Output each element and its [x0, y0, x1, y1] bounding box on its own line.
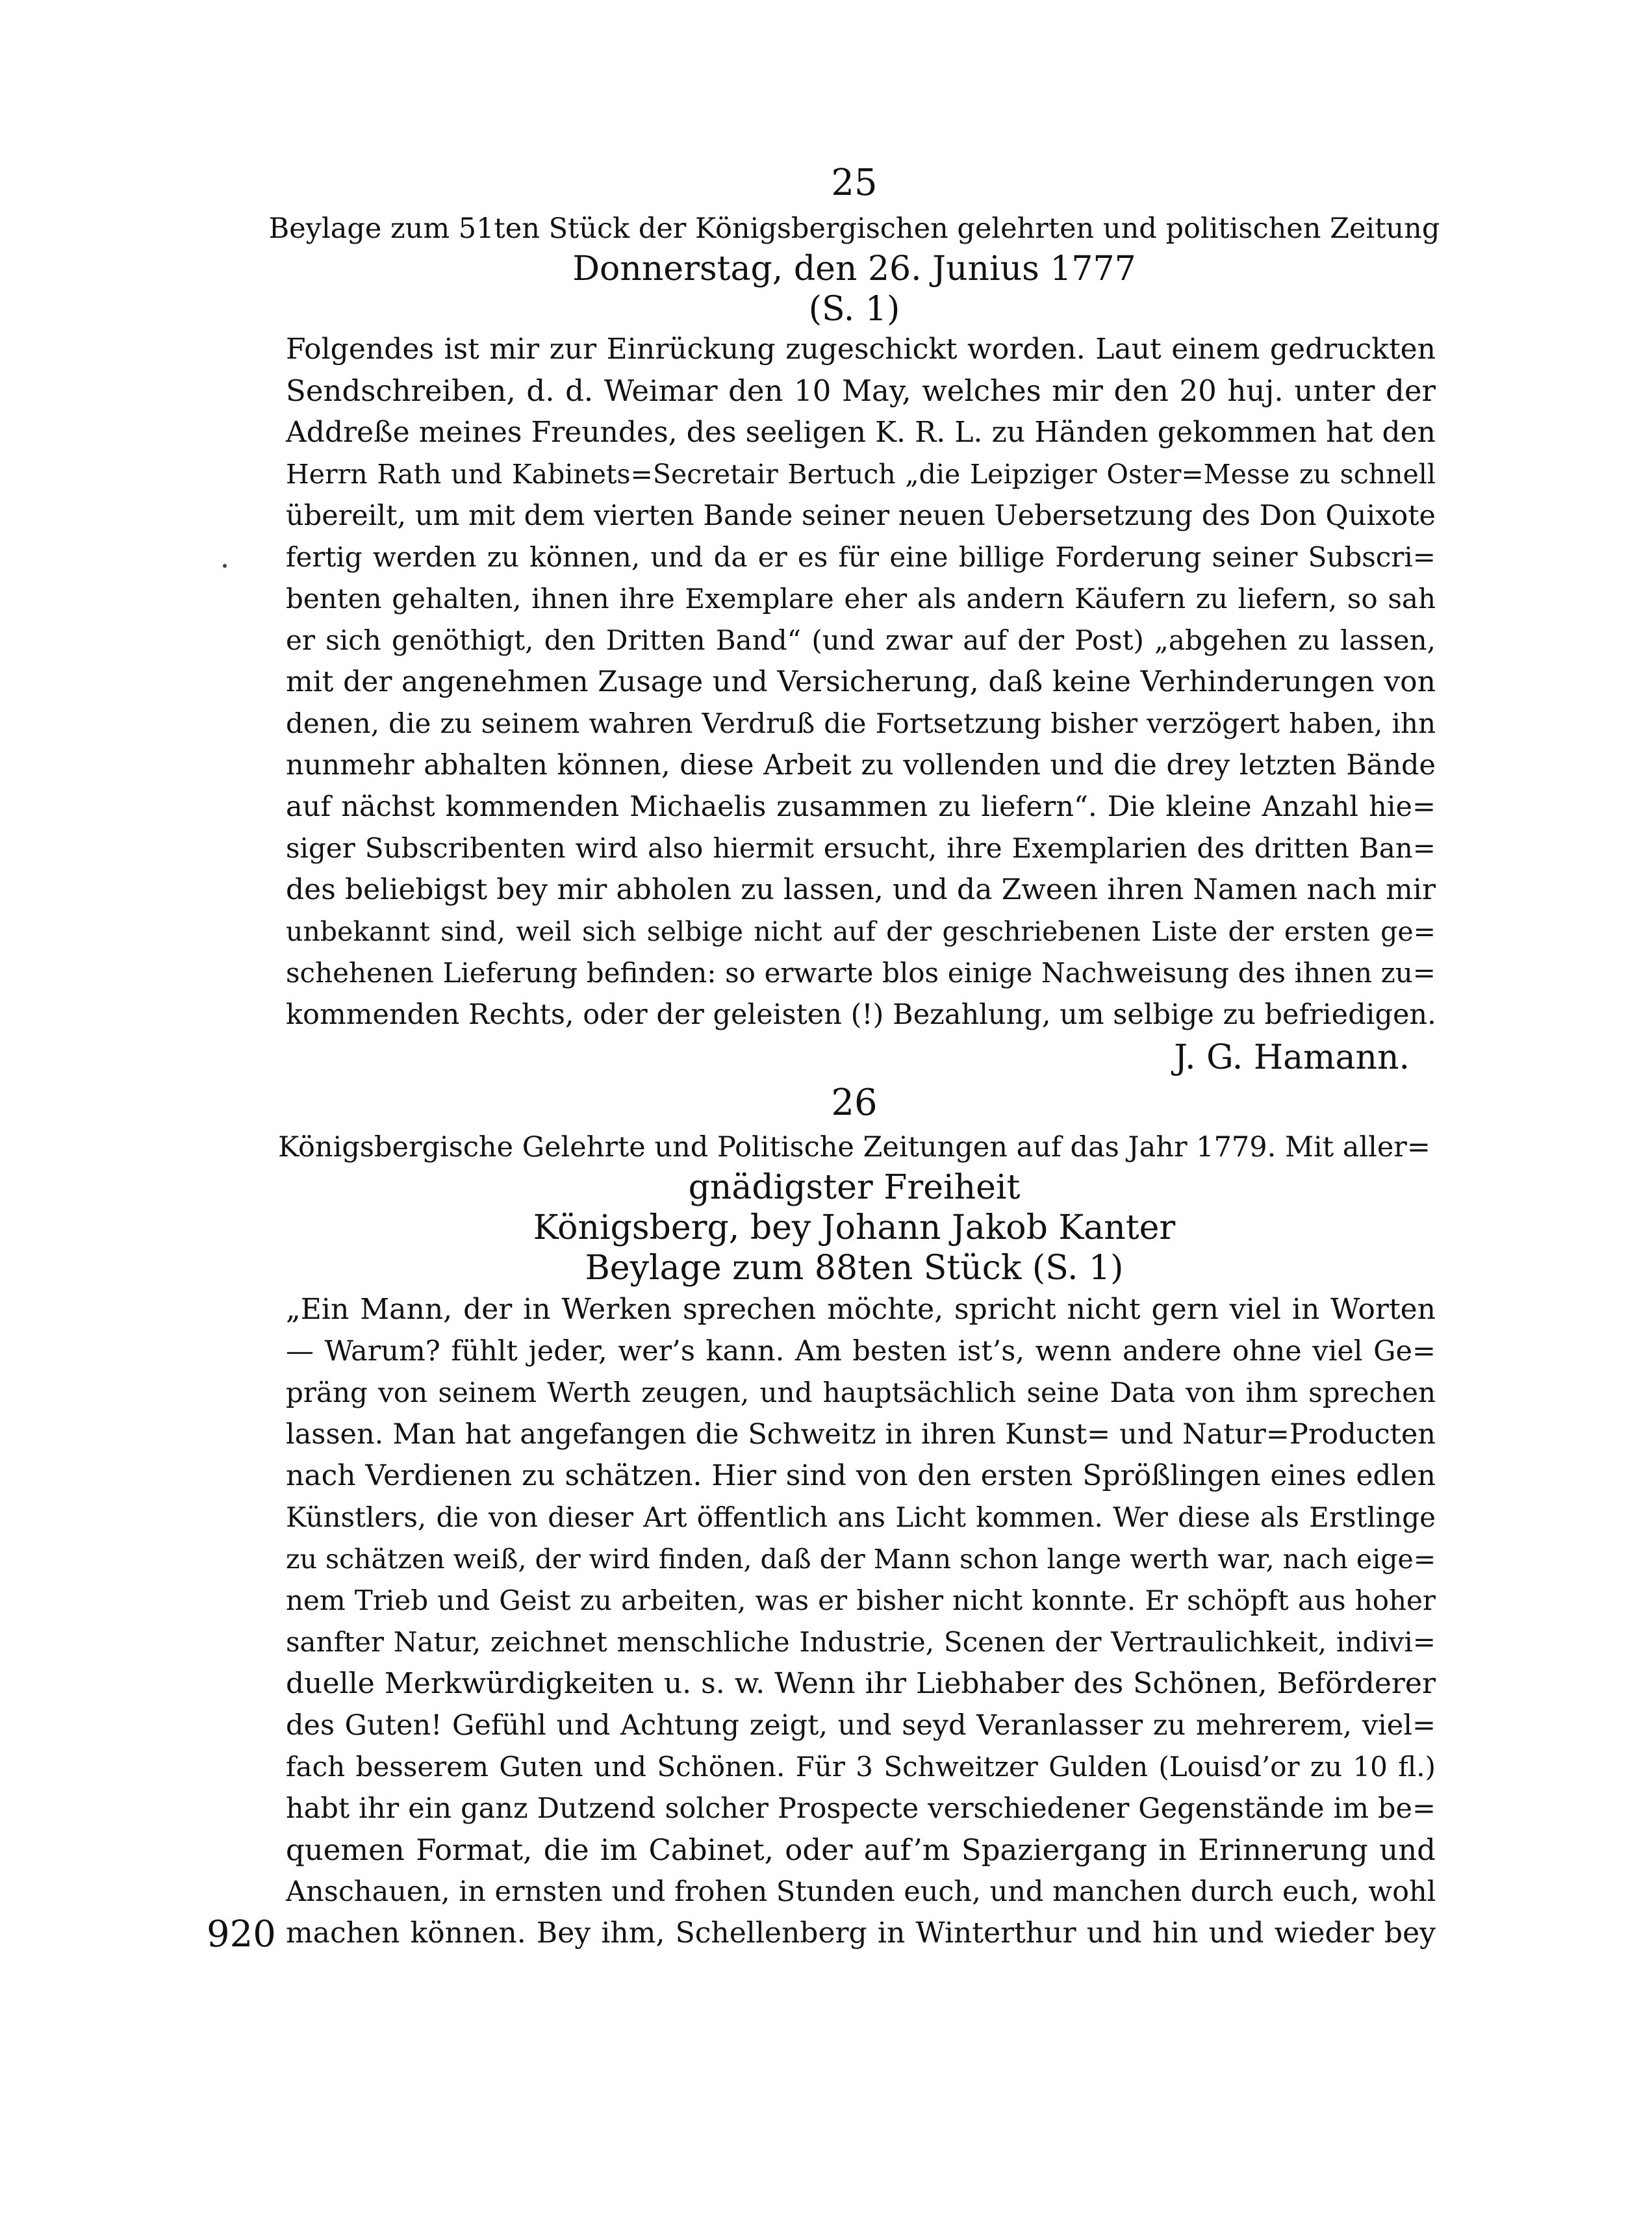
text-line: schehenen Lieferung befinden: so erwarte blos einige Nachweisung des ihnen zu=: [286, 957, 1436, 989]
text-line: Anschauen, in ernsten und frohen Stunden euch, und manchen durch euch, wohl: [286, 1876, 1436, 1908]
text-line: lassen. Man hat angefangen die Schweitz in ihren Kunst= und Natur=Producten: [286, 1418, 1436, 1451]
text-line: zu schätzen weiß, der wird finden, daß der Mann schon lange werth war, nach eige=: [286, 1544, 1436, 1575]
text-line: benten gehalten, ihnen ihre Exemplare eher als andern Käufern zu liefern, so sah: [286, 583, 1436, 615]
text-line: Künstlers, die von dieser Art öffentlich ans Licht kommen. Wer diese als Erstlinge: [286, 1501, 1436, 1533]
text-line: Addreße meines Freundes, des seeligen K. R. L. zu Händen gekommen hat den: [286, 416, 1436, 449]
text-line: sanfter Natur, zeichnet menschliche Industrie, Scenen der Vertraulichkeit, indivi=: [286, 1626, 1436, 1658]
text-line: Herrn Rath und Kabinets=Secretair Bertuch „die Leipziger Oster=Messe zu schnell: [286, 459, 1436, 490]
text-line: mit der angenehmen Zusage und Versicherung, daß keine Verhinderungen von: [286, 665, 1436, 698]
text-line: nem Trieb und Geist zu arbeiten, was er bisher nicht konnte. Er schöpft aus hoher: [286, 1584, 1436, 1616]
text-line: siger Subscribenten wird also hiermit ersucht, ihre Exemplarien des dritten Ban=: [286, 832, 1436, 864]
text-line: er sich genöthigt, den Dritten Band“ (und zwar auf der Post) „abgehen zu lassen,: [286, 624, 1436, 656]
text-line: „Ein Mann, der in Werken sprechen möchte, spricht nicht gern viel in Worten: [286, 1293, 1436, 1326]
text-line: übereilt, um mit dem vierten Bande seiner neuen Uebersetzung des Don Quixote: [286, 500, 1436, 532]
text-line: Sendschreiben, d. d. Weimar den 10 May, welches mir den 20 huj. unter der: [286, 374, 1436, 408]
entry-heading-page: Beylage zum 88ten Stück (S. 1): [585, 1249, 1124, 1288]
entry-number: 26: [831, 1082, 878, 1124]
entry-number: 25: [831, 162, 878, 204]
text-line: denen, die zu seinem wahren Verdruß die Fortsetzung bisher verzögert haben, ihn: [286, 707, 1436, 739]
signature: J. G. Hamann.: [1174, 1038, 1410, 1077]
entry-heading-cont: gnädigster Freiheit: [688, 1168, 1021, 1207]
margin-mark: [223, 564, 227, 568]
text-line: des Guten! Gefühl und Achtung zeigt, und seyd Veranlasser zu mehrerem, viel=: [286, 1709, 1436, 1742]
text-line: nach Verdienen zu schätzen. Hier sind von den ersten Sprößlingen eines edlen: [286, 1459, 1436, 1492]
text-line: duelle Merkwürdigkeiten u. s. w. Wenn ihr Liebhaber des Schönen, Beförderer: [286, 1667, 1436, 1700]
text-line: fach besserem Guten und Schönen. Für 3 Schweitzer Gulden (Louisd’or zu 10 fl.): [286, 1751, 1436, 1783]
text-line: unbekannt sind, weil sich selbige nicht auf der geschriebenen Liste der ersten ge=: [286, 916, 1436, 947]
text-line: nunmehr abhalten können, diese Arbeit zu vollenden und die drey letzten Bände: [286, 749, 1436, 782]
text-line: des beliebigst bey mir abholen zu lassen, und da Zween ihren Namen nach mir: [286, 873, 1436, 906]
text-line: — Warum? fühlt jeder, wer’s kann. Am besten ist’s, wenn andere ohne viel Ge=: [286, 1335, 1436, 1368]
entry-heading-date: Donnerstag, den 26. Junius 1777: [572, 249, 1136, 288]
entry-heading: Königsbergische Gelehrte und Politische Zeitungen auf das Jahr 1779. Mit aller=: [278, 1131, 1430, 1164]
entry-heading: Beylage zum 51ten Stück der Königsbergischen gelehrten und politischen Zeitung: [268, 212, 1440, 245]
text-line: machen können. Bey ihm, Schellenberg in Winterthur und hin und wieder bey: [286, 1916, 1436, 1950]
text-line: quemen Format, die im Cabinet, oder auf’m Spaziergang in Erinnerung und: [286, 1833, 1436, 1867]
text-line: auf nächst kommenden Michaelis zusammen zu liefern“. Die kleine Anzahl hie=: [286, 791, 1436, 823]
text-line: Folgendes ist mir zur Einrückung zugeschickt worden. Laut einem gedruckten: [286, 333, 1436, 366]
text-line: präng von seinem Werth zeugen, und hauptsächlich seine Data von ihm sprechen: [286, 1377, 1436, 1408]
page-number: 920: [207, 1913, 276, 1955]
entry-heading-publisher: Königsberg, bey Johann Jakob Kanter: [533, 1208, 1176, 1247]
text-line: habt ihr ein ganz Dutzend solcher Prospecte verschiedener Gegenstände im be=: [286, 1792, 1436, 1825]
text-line: fertig werden zu können, und da er es für eine billige Forderung seiner Subscri=: [286, 541, 1436, 573]
text-line: kommenden Rechts, oder der geleisten (!) Bezahlung, um selbige zu befriedigen.: [286, 999, 1436, 1031]
entry-heading-page: (S. 1): [808, 290, 900, 329]
